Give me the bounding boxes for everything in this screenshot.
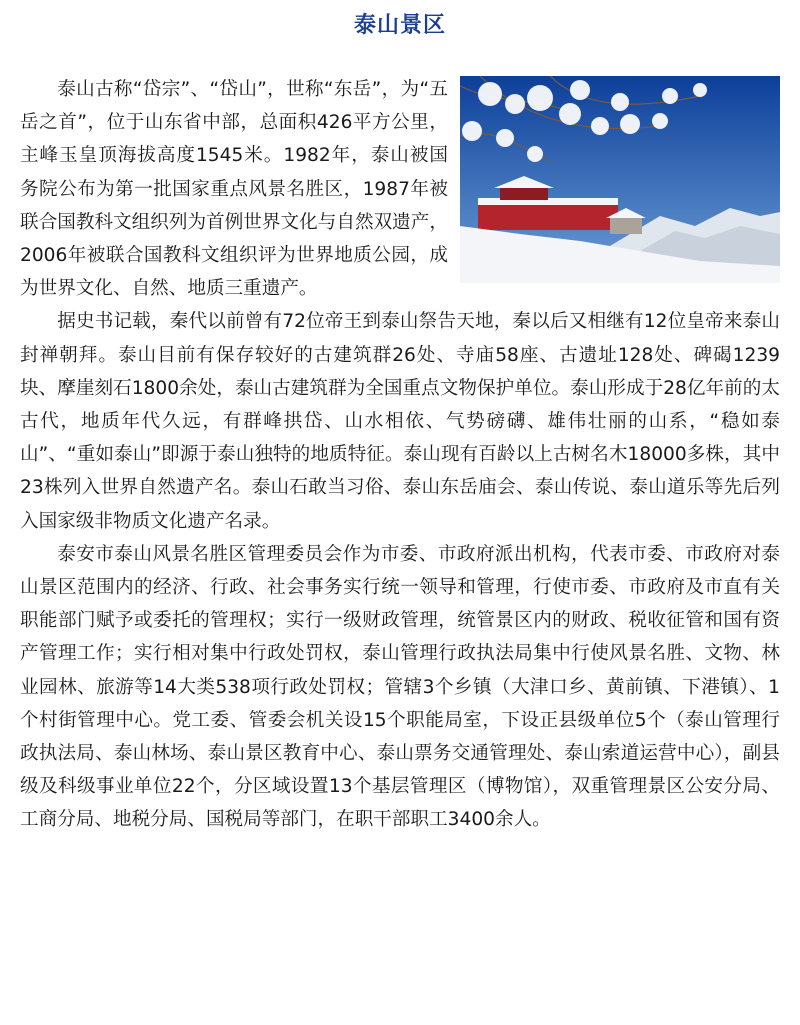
temple-wall [478, 204, 618, 230]
paragraph-intro: 泰山古称“岱宗”、“岱山”，世称“东岳”，为“五岳之首”，位于山东省中部，总面积426平方公里，主峰玉皇顶海拔高度1545米。1982年，泰山被国务院公布为第一批国家重点风景名胜区，1987年被联合国教科文组织列为首例世界文化与自然双遗产，2006年被联合国教科文组织评为世界地质公园，成为世界文化、自然、地质三重遗产。 [20, 79, 448, 300]
article-body [20, 73, 780, 837]
snowy-temple-photo [460, 76, 780, 283]
paragraph-history: 据史书记载，秦代以前曾有72位帝王到泰山祭告天地，秦以后又相继有12位皇帝来泰山封禅朝拜。泰山目前有保存较好的古建筑群26处、寺庙58座、古遗址128处、碑碣1239块、摩崖刻石1800余处，泰山古建筑群为全国重点文物保护单位。泰山形成于28亿年前的太古代，地质年代久远，有群峰拱岱、山水相依、气势磅礴、雄伟壮丽的山系，“稳如泰山”、“重如泰山”即源于泰山独特的地质特征。泰山现有百龄以上古树名木18000多株，其中23株列入世界自然遗产名。泰山石敢当习俗、泰山东岳庙会、泰山传说、泰山道乐等先后列入国家级非物质文化遗产名录。 [20, 311, 780, 532]
photo-illustration [460, 76, 780, 283]
temple-hall [500, 186, 548, 200]
temple-gate [610, 216, 642, 234]
page-title: 泰山景区 [353, 12, 446, 38]
paragraph-management: 泰安市泰山风景名胜区管理委员会作为市委、市政府派出机构，代表市委、市政府对泰山景区范围内的经济、行政、社会事务实行统一领导和管理，行使市委、市政府及市直有关职能部门赋予或委托的管理权；实行一级财政管理，统管景区内的财政、税收征管和国有资产管理工作；实行相对集中行政处罚权，泰山管理行政执法局集中行使风景名胜、文物、林业园林、旅游等14大类538项行政处罚权；管辖3个乡镇（大津口乡、黄前镇、下港镇）、1个村街管理中心。党工委、管委会机关设15个职能局室，下设正县级单位5个（泰山管理行政执法局、泰山林场、泰山景区教育中心、泰山票务交通管理处、泰山索道运营中心），副县级及科级事业单位22个，分区域设置13个基层管理区（博物馆），双重管理景区公安分局、工商分局、地税分局、国税局等部门，在职干部职工3400余人。 [20, 543, 780, 831]
